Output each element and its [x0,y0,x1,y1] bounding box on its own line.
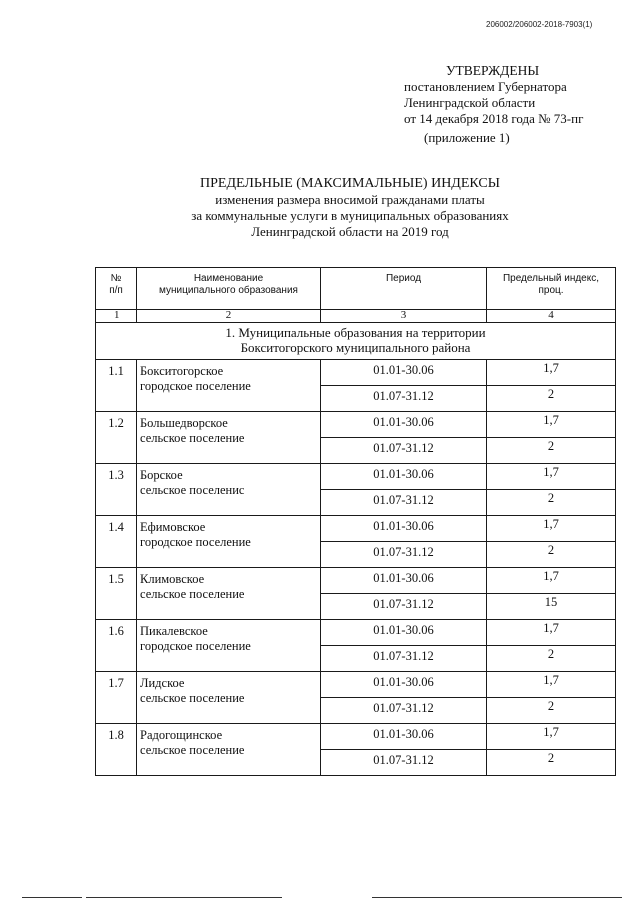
column-number: 1 [96,310,137,323]
heading-line-2: за коммунальные услуги в муниципальных образованиях [191,208,509,223]
header-number-line-2: п/п [109,285,123,296]
header-period [321,268,487,310]
period-first-half: 01.01-30.06 [321,620,487,646]
row-code: 1.1 [96,360,137,412]
municipality-type: сельское поселение [140,431,245,445]
period-second-half: 01.07-31.12 [321,750,487,776]
index-second-half: 2 [487,386,616,412]
municipality-name: Лидское [140,676,185,690]
period-second-half: 01.07-31.12 [321,594,487,620]
municipality-name: Радогощинское [140,728,223,742]
header-number-line-1: № [110,273,122,284]
period-first-half: 01.01-30.06 [321,412,487,438]
row-code: 1.7 [96,672,137,724]
section-row [96,323,616,360]
index-first-half: 1,7 [487,620,616,646]
table-row [96,464,616,490]
header-number [96,268,137,310]
municipality-type: городское поселение [140,535,251,549]
table-row [96,360,616,386]
index-second-half: 15 [487,594,616,620]
period-first-half: 01.01-30.06 [321,464,487,490]
row-code: 1.8 [96,724,137,776]
section-title-line-2: Бокситогорского муниципального района [240,340,471,355]
column-number: 4 [487,310,616,323]
period-second-half: 01.07-31.12 [321,490,487,516]
row-code: 1.6 [96,620,137,672]
footer-rule-middle [86,897,282,898]
index-second-half: 2 [487,698,616,724]
row-municipality [137,620,321,672]
municipality-type: сельское поселение [140,743,245,757]
indices-table [95,267,616,776]
municipality-type: городское поселение [140,379,251,393]
index-first-half: 1,7 [487,360,616,386]
heading-line-3: Ленинградской области на 2019 год [251,224,449,239]
period-first-half: 01.01-30.06 [321,672,487,698]
index-second-half: 2 [487,750,616,776]
header-index [487,268,616,310]
row-code: 1.4 [96,516,137,568]
municipality-name: Климовское [140,572,205,586]
period-first-half: 01.01-30.06 [321,724,487,750]
municipality-type: сельское поселение [140,587,245,601]
header-index-line-1: Предельный индекс, [502,273,600,284]
row-municipality [137,672,321,724]
column-number-row [96,310,616,323]
row-code: 1.3 [96,464,137,516]
index-second-half: 2 [487,490,616,516]
index-first-half: 1,7 [487,724,616,750]
row-municipality [137,360,321,412]
municipality-type: сельское поселение [140,691,245,705]
heading-title: ПРЕДЕЛЬНЫЕ (МАКСИМАЛЬНЫЕ) ИНДЕКСЫ [200,176,500,191]
document-heading [150,175,550,240]
period-second-half: 01.07-31.12 [321,438,487,464]
approval-title: УТВЕРЖДЕНЫ [446,63,540,78]
index-first-half: 1,7 [487,412,616,438]
municipality-name: Борское [140,468,183,482]
heading-line-1: изменения размера вносимой гражданами платы [215,192,485,207]
table-row [96,672,616,698]
index-second-half: 2 [487,542,616,568]
municipality-name: Ефимовское [140,520,206,534]
column-number: 2 [137,310,321,323]
header-index-line-2: проц. [538,285,564,296]
row-municipality [137,412,321,464]
municipality-name: Бокситогорское [140,364,224,378]
municipality-name: Пикалевское [140,624,208,638]
municipality-type: городское поселение [140,639,251,653]
table-row [96,620,616,646]
row-municipality [137,516,321,568]
column-number: 3 [321,310,487,323]
section-title-line-1: 1. Муниципальные образования на территории [225,325,486,340]
index-first-half: 1,7 [487,516,616,542]
row-municipality [137,724,321,776]
index-first-half: 1,7 [487,672,616,698]
index-first-half: 1,7 [487,464,616,490]
header-name-line-2: муниципального образования [159,285,298,296]
table-row [96,516,616,542]
document-id: 206002/206002-2018-7903(1) [486,20,593,29]
row-municipality [137,464,321,516]
index-first-half: 1,7 [487,568,616,594]
approval-appendix: (приложение 1) [424,130,510,145]
period-second-half: 01.07-31.12 [321,542,487,568]
row-code: 1.2 [96,412,137,464]
header-name [137,268,321,310]
period-first-half: 01.01-30.06 [321,516,487,542]
period-second-half: 01.07-31.12 [321,698,487,724]
table-row [96,412,616,438]
row-code: 1.5 [96,568,137,620]
municipality-name: Большедворское [140,416,228,430]
period-second-half: 01.07-31.12 [321,646,487,672]
row-municipality [137,568,321,620]
footer-rule-left [22,897,82,898]
table-header-row [96,268,616,310]
period-second-half: 01.07-31.12 [321,386,487,412]
approval-line-2: Ленинградской области [404,95,536,110]
period-first-half: 01.01-30.06 [321,568,487,594]
table-row [96,568,616,594]
approval-line-1: постановлением Губернатора [404,79,567,94]
header-period-label: Период [385,273,422,284]
table-row [96,724,616,750]
section-title [96,323,616,360]
index-second-half: 2 [487,646,616,672]
index-second-half: 2 [487,438,616,464]
approval-line-3: от 14 декабря 2018 года № 73-пг [404,111,584,126]
header-name-line-1: Наименование [193,273,264,284]
period-first-half: 01.01-30.06 [321,360,487,386]
municipality-type: сельское поселенис [140,483,245,497]
approval-block [404,62,614,146]
footer-rule-right [372,897,622,898]
